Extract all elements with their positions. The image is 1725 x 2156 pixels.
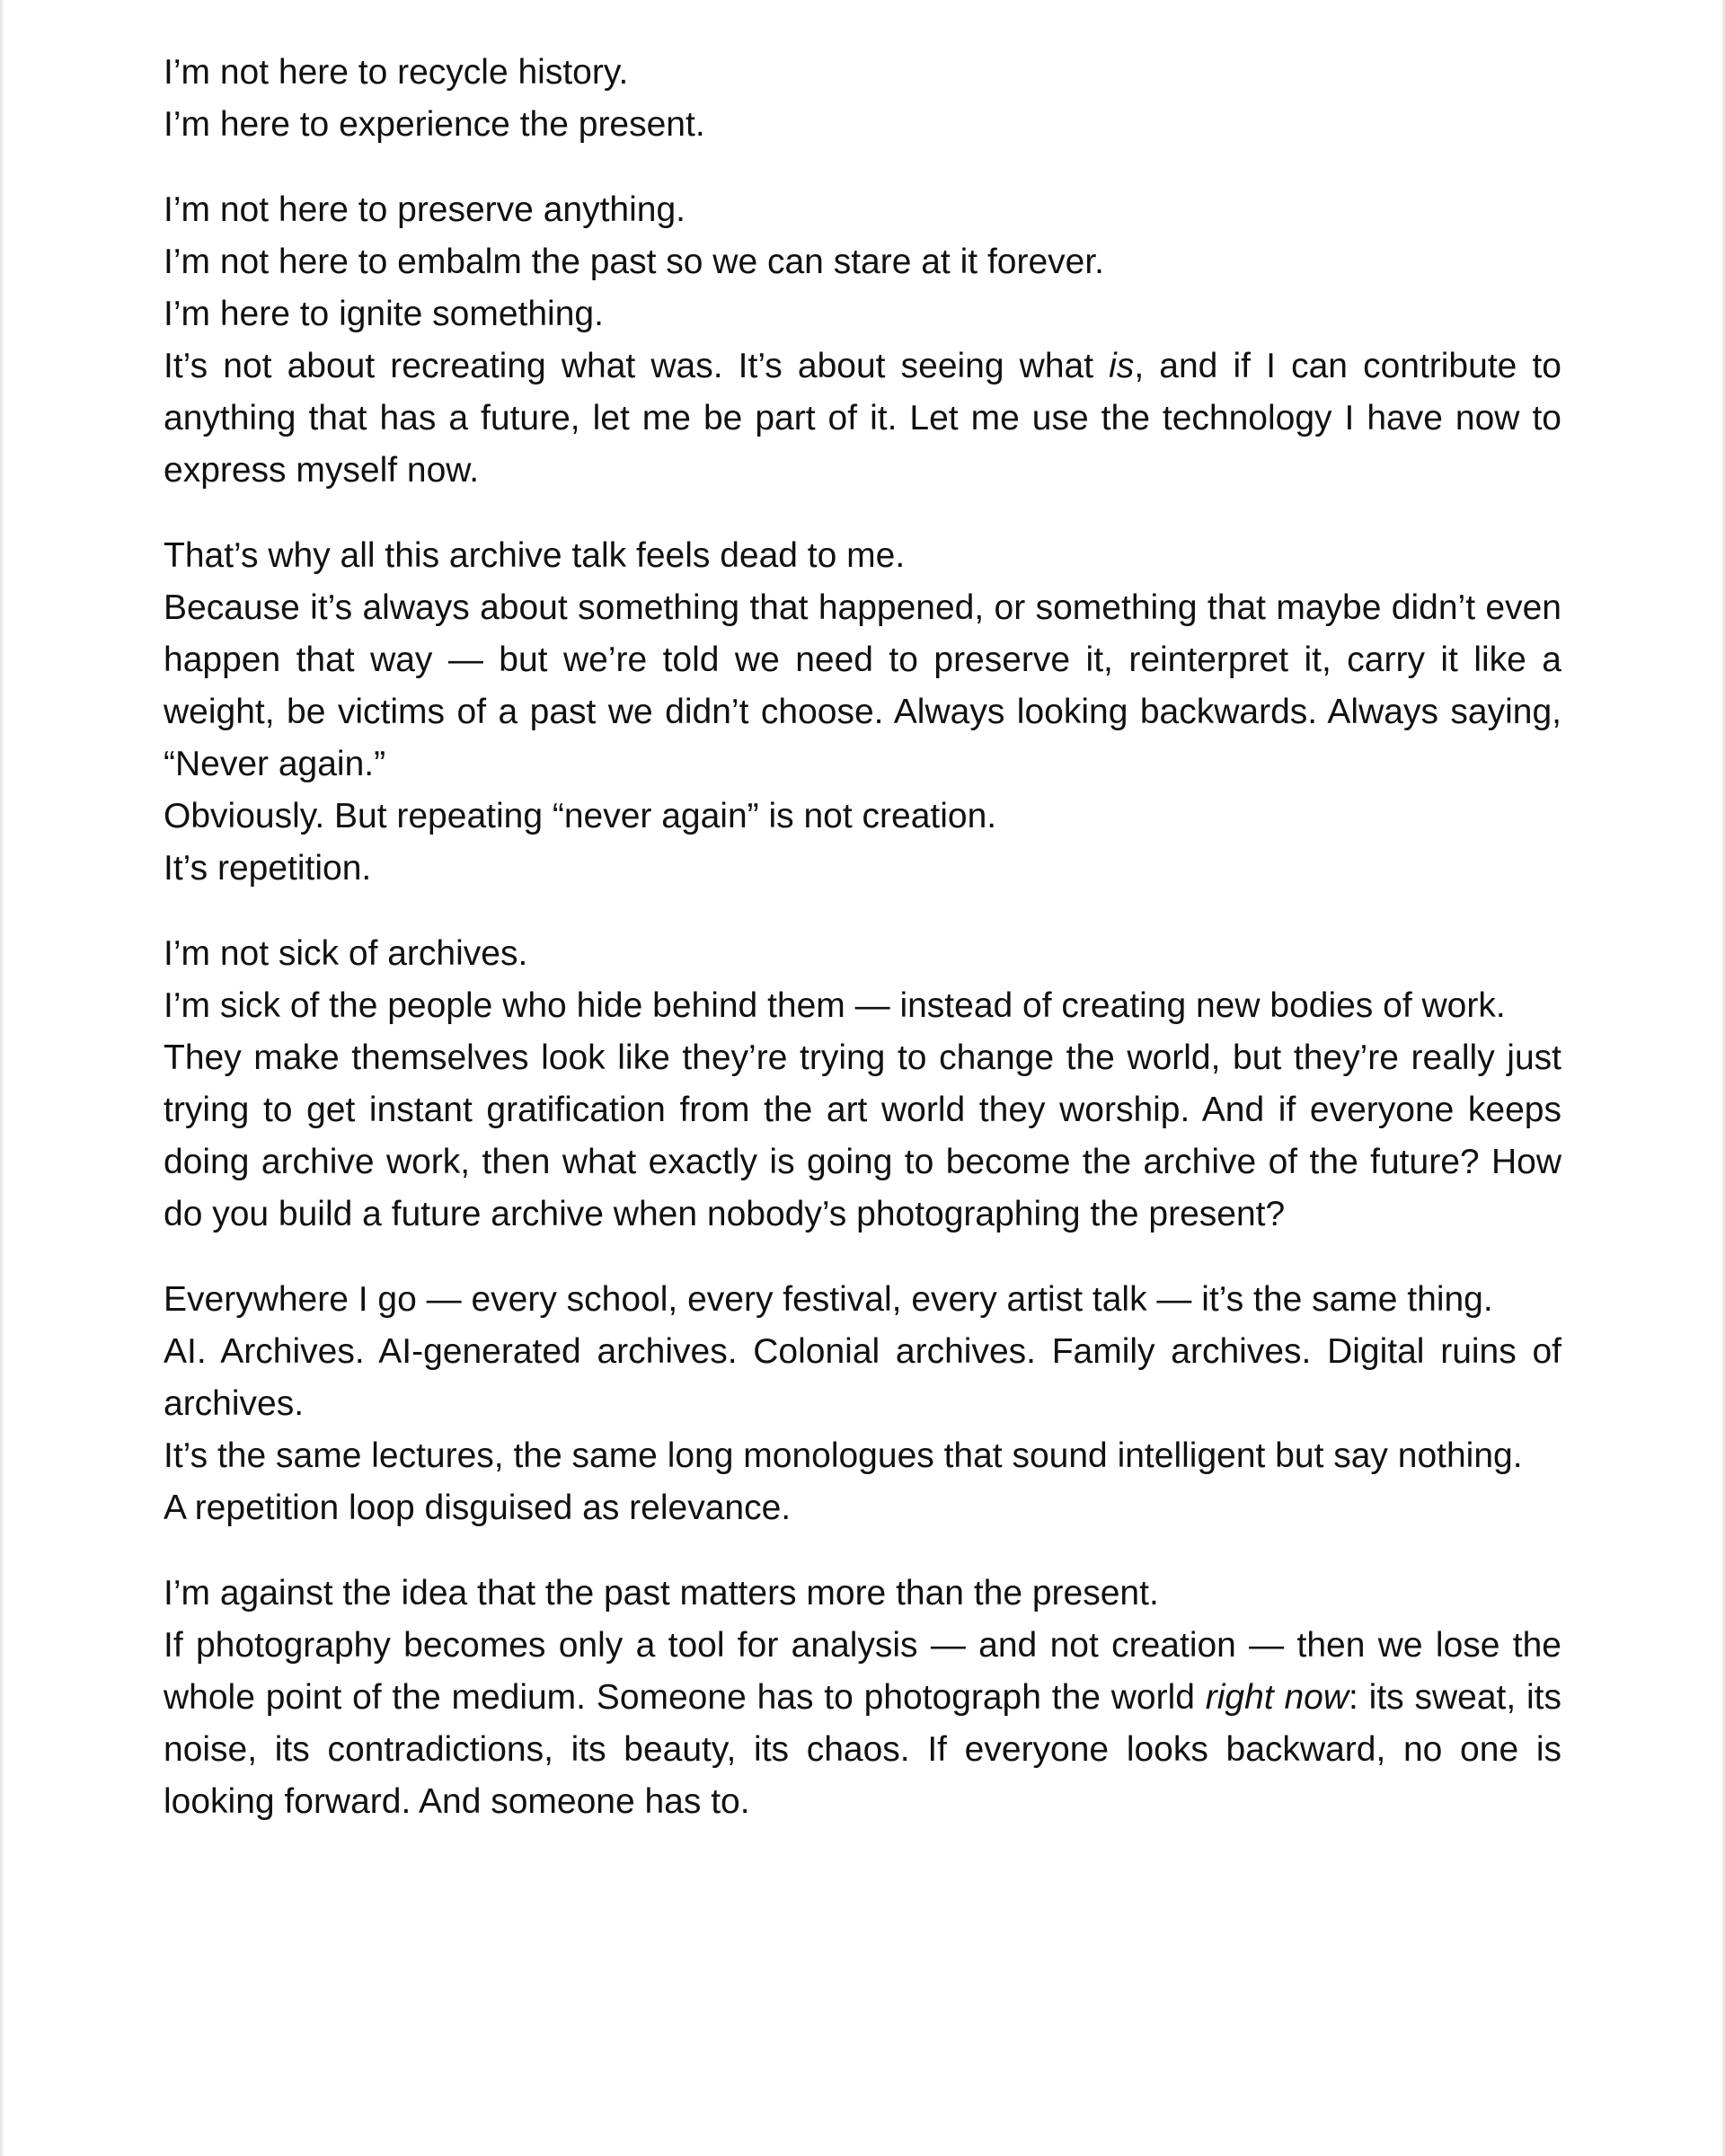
body-text-part: : its sweat, its noise, its contradictions, its beauty, its chaos. If everyone looks backward, no one is looking forward. And someone has to. [164,1678,1561,1821]
body-text: It’s the same lectures, the same long monologues that sound intelligent but say nothing. [164,1436,1523,1475]
body-text-part: If photography becomes only a tool for analysis — and not creation — then we lose the whole point of the medium. Someone has to photograph the world [164,1626,1561,1717]
paragraph-6 [164,1568,1561,1828]
text-line: A repetition loop disguised as relevance. [164,1489,792,1527]
text-line: It’s repetition. [164,849,372,888]
body-text: I’m sick of the people who hide behind them — instead of creating new bodies of work. [164,986,1506,1025]
text-line: I’m not here to embalm the past so we can stare at it forever. [164,243,1105,281]
paragraph-2 [164,184,1561,497]
page-edge-left [0,0,3,2156]
paragraph-3 [164,530,1561,895]
body-text: AI. Archives. AI-generated archives. Colonial archives. Family archives. Digital ruins of archives. [164,1332,1561,1423]
body-text: Everywhere I go — every school, every festival, every artist talk — it’s the same thing. [164,1280,1493,1319]
paragraph-1 [164,47,1561,151]
body-text [164,1620,1561,1828]
emphasis-text: is [1109,347,1135,385]
emphasis-text: right now [1205,1678,1349,1717]
text-line: I’m here to ignite something. [164,295,604,333]
body-text-part: , and if I can contribute to anything that has a future, let me be part of it. Let me use the technology I have now to express myself now. [164,347,1561,490]
text-line: I’m here to experience the present. [164,105,705,144]
body-text: They make themselves look like they’re trying to change the world, but they’re really just trying to get instant gratification from the art world they worship. And if everyone keeps doing archive work, then what exactly is going to become the archive of the future? How do you build a future archive when nobody’s photographing the present? [164,1038,1561,1233]
text-line: That’s why all this archive talk feels dead to me. [164,536,906,575]
text-line: I’m not here to preserve anything. [164,190,686,229]
text-line: I’m not here to recycle history. [164,53,629,92]
paragraph-4 [164,928,1561,1241]
body-text [164,340,1561,497]
document-body [164,47,1561,1861]
text-line: I’m not sick of archives. [164,934,528,973]
text-line: I’m against the idea that the past matters more than the present. [164,1574,1159,1613]
body-text-part: It’s not about recreating what was. It’s about seeing what [164,347,1110,385]
paragraph-5 [164,1274,1561,1534]
body-text: Because it’s always about something that happened, or something that maybe didn’t even happen that way — but we’re told we need to preserve it, reinterpret it, carry it like a weight, be victims of a past we didn’t choose. Always looking backwards. Always saying, “Never again.” [164,588,1561,783]
text-line: Obviously. But repeating “never again” is not creation. [164,797,997,835]
